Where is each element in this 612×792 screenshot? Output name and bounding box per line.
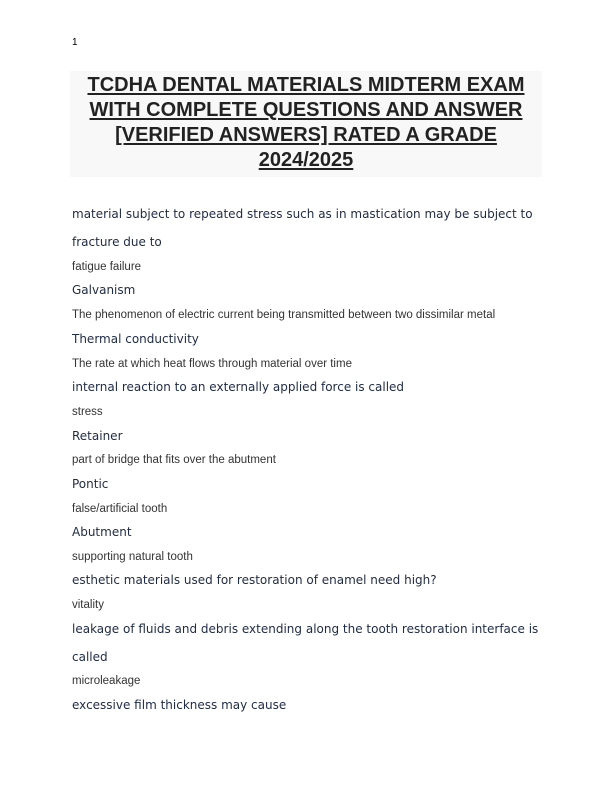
question-4: Retainer	[72, 429, 123, 443]
question-5: Pontic	[72, 477, 109, 491]
question-8: leakage of fluids and debris extending along the tooth restoration interface is called	[72, 622, 539, 664]
answer-0: fatigue failure	[72, 261, 142, 273]
question-3: internal reaction to an externally applied force is called	[72, 380, 405, 394]
answer-6: supporting natural tooth	[72, 551, 193, 563]
document-title: TCDHA DENTAL MATERIALS MIDTERM EXAM WITH COMPLETE QUESTIONS AND ANSWER [VERIFIED ANSWERS] RATED A GRADE 2024/2025	[87, 74, 525, 171]
question-2: Thermal conductivity	[72, 332, 199, 346]
answer-1: The phenomenon of electric current being transmitted between two dissimilar metal	[72, 309, 496, 321]
title-box	[70, 71, 542, 177]
question-1: Galvanism	[72, 283, 136, 297]
question-0: material subject to repeated stress such as in mastication may be subject to fracture due to	[72, 207, 533, 249]
answer-8: microleakage	[72, 675, 141, 687]
question-6: Abutment	[72, 525, 132, 539]
question-9: excessive film thickness may cause	[72, 698, 287, 712]
answer-3: stress	[72, 406, 103, 418]
answer-2: The rate at which heat flows through material over time	[72, 358, 352, 370]
answer-4: part of bridge that fits over the abutment	[72, 454, 276, 466]
question-7: esthetic materials used for restoration of enamel need high?	[72, 573, 437, 587]
answer-5: false/artificial tooth	[72, 503, 168, 515]
page-number: 1	[72, 37, 78, 48]
answer-7: vitality	[72, 599, 104, 611]
